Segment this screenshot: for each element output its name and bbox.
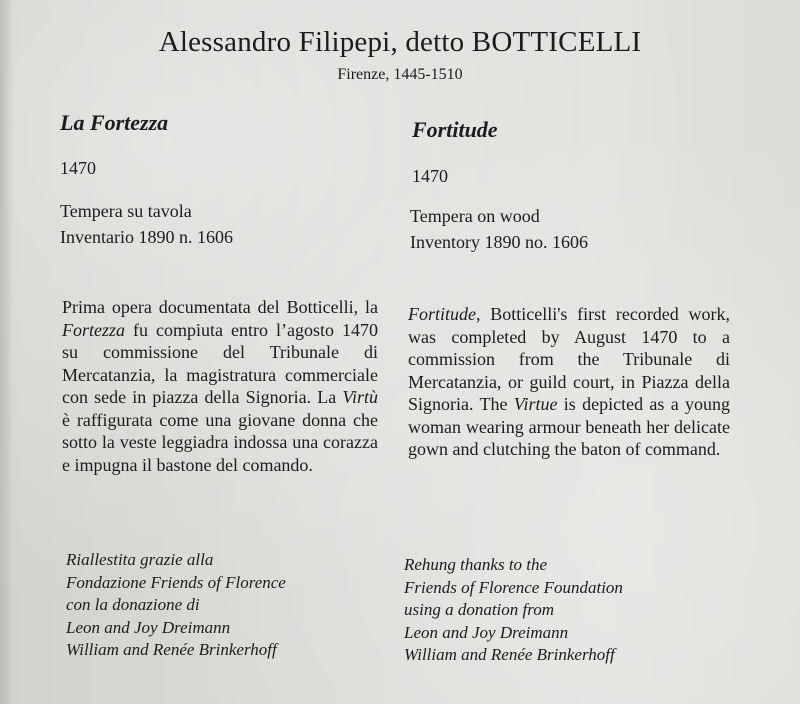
italian-year: 1470 (60, 158, 96, 178)
panel-edge-shadow (0, 0, 14, 704)
english-credit-line: Leon and Joy Dreimann (404, 622, 569, 642)
italian-description-text-1: Prima opera documentata del Botticelli, la (62, 297, 378, 317)
english-credit-line: Friends of Florence Foundation (404, 577, 623, 597)
english-medium: Tempera on wood (410, 206, 540, 226)
artist-title: Alessandro Filipepi, detto BOTTICELLI (158, 26, 642, 58)
italian-artwork-title: La Fortezza (60, 110, 169, 135)
english-year: 1470 (412, 166, 448, 186)
english-inventory: Inventory 1890 no. 1606 (410, 232, 588, 252)
artist-birthplace-dates: Firenze, 1445-1510 (337, 66, 463, 83)
english-description-italic-2: Virtue (513, 394, 558, 414)
italian-credit-line: Fondazione Friends of Florence (66, 572, 286, 592)
english-artwork-title: Fortitude (412, 117, 498, 142)
english-credit-line: William and Renée Brinkerhoff (404, 645, 615, 664)
italian-credits (66, 549, 286, 662)
italian-credit-line: con la donazione di (66, 595, 200, 614)
english-description (408, 303, 730, 461)
english-description-italic-1: Fortitude (408, 304, 476, 324)
italian-description-italic-2: Virtù (342, 387, 378, 407)
english-description-text-2: is depicted as a young woman wearing armour beneath her delicate gown and clutching the baton of command. (408, 394, 730, 459)
italian-description (62, 296, 378, 476)
italian-medium: Tempera su tavola (60, 201, 192, 221)
english-credit-line: Rehung thanks to the (404, 555, 548, 574)
italian-description-text-3: è raffigurata come una giovane donna che sotto la veste leggiadra indossa una corazza e impugna il bastone del comando. (62, 409, 378, 475)
italian-description-italic-1: Fortezza (62, 319, 125, 340)
italian-credit-line: Leon and Joy Dreimann (66, 617, 231, 637)
italian-credit-line: William and Renée Brinkerhoff (66, 640, 277, 659)
english-credits (404, 554, 623, 667)
italian-inventory: Inventario 1890 n. 1606 (60, 227, 233, 247)
english-description-text-1: , Botticelli's first recorded work, was completed by August 1470 to a commission from the Tribunale di Mercatanzia, or guild court, in Piazza della Signoria. The (408, 304, 730, 414)
english-credit-line: using a donation from (404, 600, 555, 619)
italian-description-text-2: fu compiuta entro l’agosto 1470 su commissione del Tribunale di Mercatanzia, la magistratura commerciale con sede in piazza della Signoria. La (62, 319, 378, 407)
italian-credit-line: Riallestita grazie alla (66, 550, 214, 569)
